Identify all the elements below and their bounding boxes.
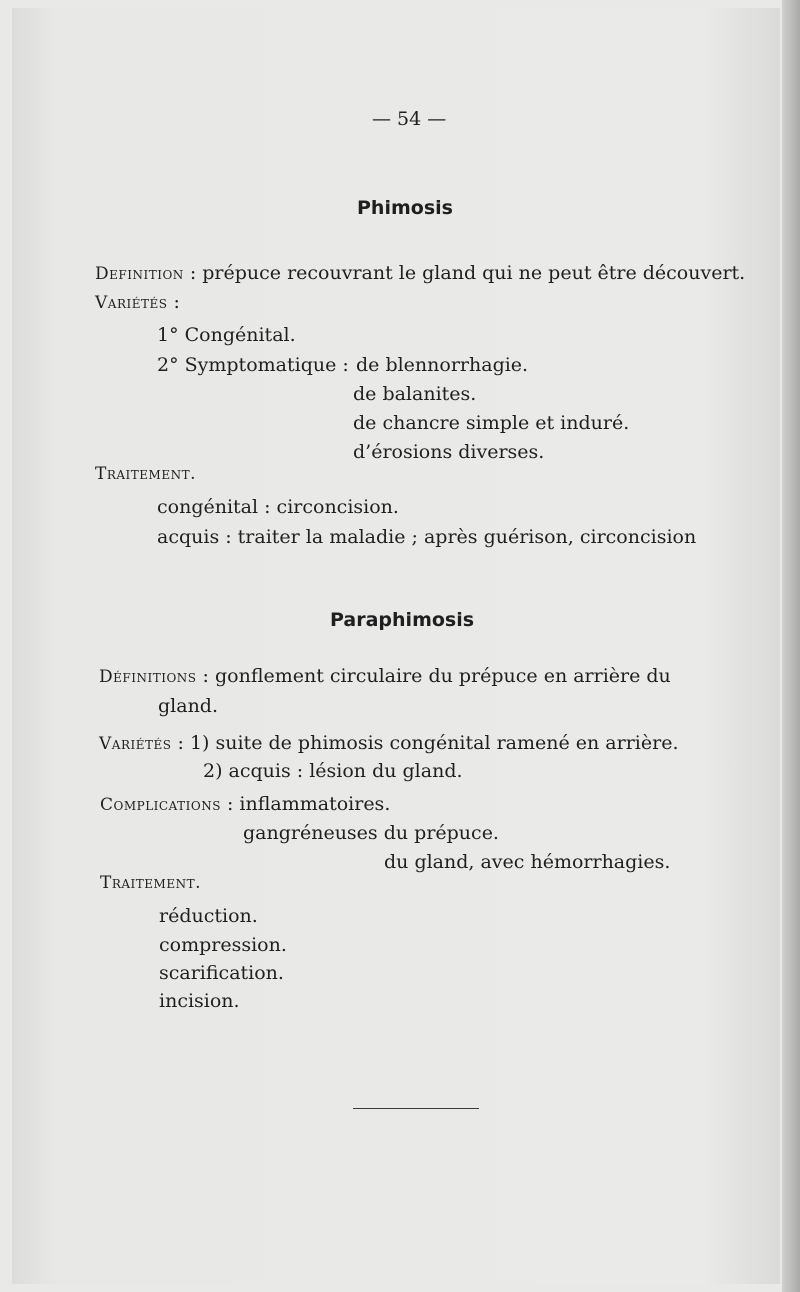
variety-congenital: 1° Congénital. <box>157 324 296 346</box>
traitement-item: réduction. <box>159 905 258 927</box>
phimosis-definition-line <box>95 262 745 285</box>
end-rule-divider <box>353 1108 479 1109</box>
varietes-label: Variétés <box>95 293 168 313</box>
traitement-item: scarification. <box>159 962 284 984</box>
symptom-item: de chancre simple et induré. <box>353 412 630 434</box>
paraphimosis-traitement-label: Traitement. <box>100 873 201 893</box>
definitions-text: : gonflement circulaire du prépuce en arrière du <box>202 665 671 687</box>
paraphimosis-varietes-line <box>99 732 678 755</box>
complications-item: du gland, avec hémorrhagies. <box>384 851 671 873</box>
complications-label: Complications <box>100 795 221 815</box>
traitement-item: congénital : circoncision. <box>157 496 399 518</box>
symptom-item: de balanites. <box>353 383 477 405</box>
definition-text: : prépuce recouvrant le gland qui ne peut être découvert. <box>189 262 746 284</box>
variety-symptomatique-label: 2° Symptomatique : <box>157 354 349 376</box>
varietes-item: 2) acquis : lésion du gland. <box>203 760 463 782</box>
definition-label: Definition <box>95 264 184 284</box>
section-title-phimosis: Phimosis <box>357 197 453 219</box>
complications-item: : inflammatoires. <box>226 793 391 815</box>
paraphimosis-complications-line <box>100 793 390 816</box>
symptom-item: de blennorrhagie. <box>356 354 529 376</box>
page-edge-shadow <box>782 0 800 1292</box>
symptom-item: d’érosions diverses. <box>353 441 545 463</box>
varietes-colon: : <box>173 291 180 313</box>
definitions-text-continued: gland. <box>158 695 219 717</box>
phimosis-varietes-line <box>95 291 180 314</box>
varietes-item: : 1) suite de phimosis congénital ramené en arrière. <box>177 732 679 754</box>
paraphimosis-definitions-line <box>99 665 671 688</box>
definitions-label: Définitions <box>99 667 197 687</box>
section-title-paraphimosis: Paraphimosis <box>330 609 475 631</box>
traitement-item: incision. <box>159 990 240 1012</box>
complications-item: gangréneuses du prépuce. <box>243 822 499 844</box>
traitement-item: compression. <box>159 934 287 956</box>
varietes-label: Variétés <box>99 734 172 754</box>
traitement-item: acquis : traiter la maladie ; après guérison, circoncision <box>157 526 697 548</box>
page-number: — 54 — <box>372 108 447 130</box>
phimosis-traitement-label: Traitement. <box>95 464 196 484</box>
